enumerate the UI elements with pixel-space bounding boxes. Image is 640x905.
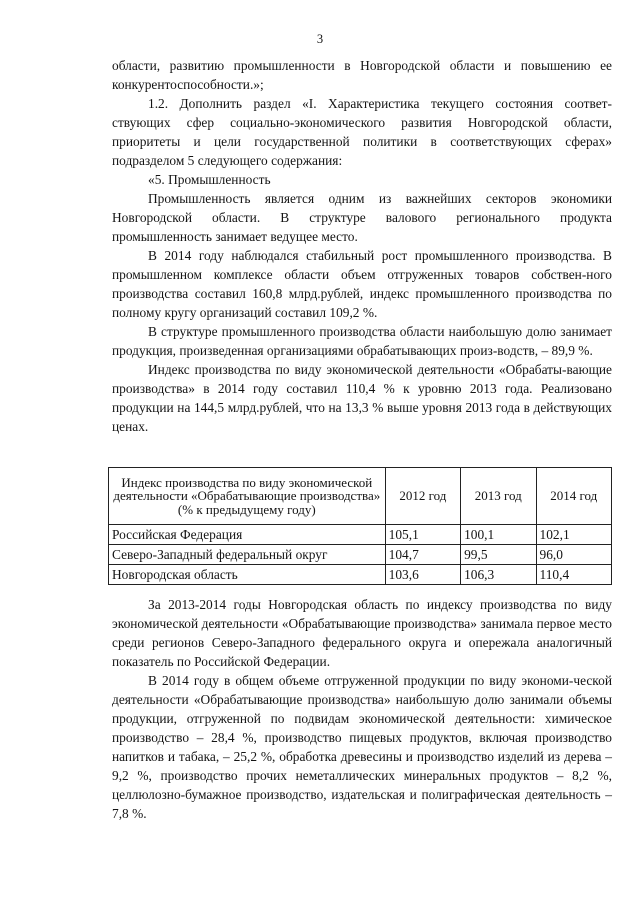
table-header-row	[109, 468, 612, 525]
paragraph-amendment: 1.2. Дополнить раздел «I. Характеристика текущего состояния соответ-ствующих сфер социально-экономического развития Новгородской области, приоритеты и цели государственной политики в соответствующих сферах» подразделом 5 следующего содержания:	[112, 96, 612, 168]
paragraph-continuation: области, развитию промышленности в Новгородской области и повышению ее конкурентоспособности.»;	[112, 58, 612, 92]
table-row	[109, 545, 612, 565]
region-cell: Северо-Западный федеральный округ	[109, 545, 386, 565]
page-number: 3	[316, 32, 324, 46]
paragraph-2014-growth: В 2014 году наблюдался стабильный рост промышленного производства. В промышленном комплексе области объем отгруженных товаров собствен-ного производства составил 160,8 млрд.рублей, индекс промышленного производства по полному кругу организаций составил 109,2 %.	[112, 248, 612, 320]
paragraph-industry-role: Промышленность является одним из важнейших секторов экономики Новгородской области. В структуре валового регионального продукта промышленность занимает ведущее место.	[112, 191, 612, 244]
table-header-2012: 2012 год	[385, 468, 460, 525]
outro-section	[112, 595, 612, 823]
value-cell: 104,7	[385, 545, 460, 565]
value-cell: 105,1	[385, 525, 460, 545]
value-cell: 100,1	[461, 525, 536, 545]
value-cell: 102,1	[536, 525, 611, 545]
value-cell: 106,3	[461, 565, 536, 585]
paragraph-ranking: За 2013-2014 годы Новгородская область по индексу производства по виду экономической деятельности «Обрабатывающие производства» занимала первое место среди регионов Северо-Западного федерального округа и опережала аналогичный показатель по Российской Федерации.	[112, 597, 612, 669]
value-cell: 103,6	[385, 565, 460, 585]
paragraph-production-index: Индекс производства по виду экономической деятельности «Обрабаты-вающие производства» в 2014 году составил 110,4 % к уровню 2013 года. Реализовано продукции на 144,5 млрд.рублей, что на 13,3 % выше уровня 2013 года в действующих ценах.	[112, 362, 612, 434]
intro-section	[112, 56, 612, 436]
value-cell: 99,5	[461, 545, 536, 565]
table-row	[109, 565, 612, 585]
subsection-heading: «5. Промышленность	[148, 172, 271, 187]
table-header-2014: 2014 год	[536, 468, 611, 525]
value-cell: 110,4	[536, 565, 611, 585]
paragraph-manufacturing-share: В структуре промышленного производства области наибольшую долю занимает продукция, произведенная организациями обрабатывающих произ-водств, – 89,9 %.	[112, 324, 612, 358]
table-row	[109, 525, 612, 545]
value-cell: 96,0	[536, 545, 611, 565]
table-header-2013: 2013 год	[461, 468, 536, 525]
region-cell: Российская Федерация	[109, 525, 386, 545]
production-index-table	[108, 467, 612, 585]
region-cell: Новгородская область	[109, 565, 386, 585]
paragraph-subsector-shares: В 2014 году в общем объеме отгруженной продукции по виду экономи-ческой деятельности «Обрабатывающие производства» наибольшую долю занимали объемы продукции, отгруженной по подвидам экономической деятельности: химическое производство – 28,4 %, производство пищевых продуктов, включая производство напитков и табака, – 25,2 %, обработка древесины и производство изделий из дерева – 9,2 %, производство прочих неметаллических минеральных продуктов – 8,2 %, целлюлозно-бумажное производство, издательская и полиграфическая деятельность – 7,8 %.	[112, 673, 612, 821]
table-header-indicator: Индекс производства по виду экономической деятельности «Обрабатывающие производства» (% к предыдущему году)	[109, 468, 386, 525]
